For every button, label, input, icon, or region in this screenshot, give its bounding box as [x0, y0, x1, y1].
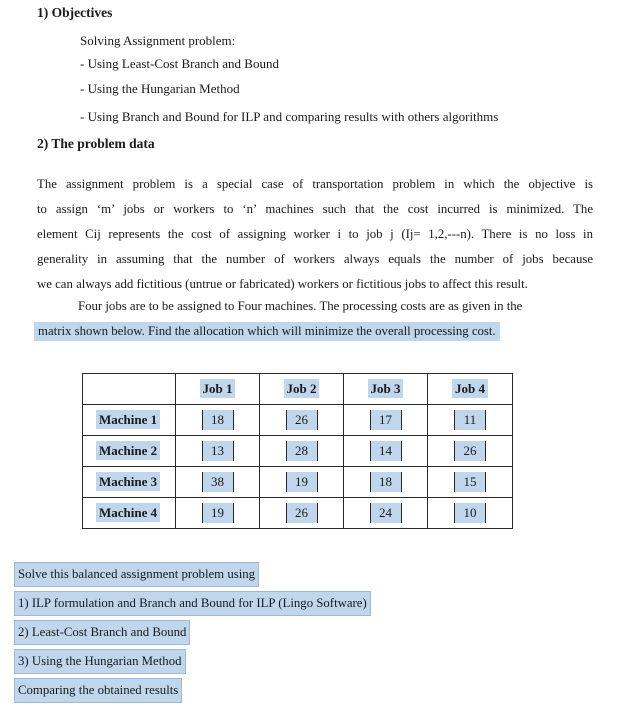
matrix-column-header: Job 1	[176, 374, 260, 405]
paragraph-line: we can always add fictitious (untrue or fabricated) workers or fictitious jobs to affect this result.	[37, 277, 528, 291]
objective-item: - Using Branch and Bound for ILP and comparing results with others algorithms	[80, 109, 499, 124]
cost-matrix	[82, 373, 513, 529]
task-item: 1) ILP formulation and Branch and Bound for ILP (Lingo Software)	[14, 591, 371, 616]
machine-label: Machine 2	[83, 436, 176, 467]
matrix-row	[83, 405, 513, 436]
matrix-header-row	[83, 374, 513, 405]
matrix-cell: 28	[260, 436, 344, 467]
matrix-column-header: Job 3	[344, 374, 428, 405]
matrix-cell: 26	[260, 405, 344, 436]
matrix-cell: 18	[344, 467, 428, 498]
matrix-cell: 19	[260, 467, 344, 498]
problem-heading: 2) The problem data	[37, 136, 155, 151]
paragraph2-line2: matrix shown below. Find the allocation which will minimize the overall processing cost.	[34, 322, 500, 341]
task-item: Solve this balanced assignment problem using	[14, 562, 259, 587]
machine-label: Machine 4	[83, 498, 176, 529]
matrix-cell: 24	[344, 498, 428, 529]
problem-paragraph	[37, 172, 593, 297]
task-item: Comparing the obtained results	[14, 678, 182, 703]
matrix-cell: 38	[176, 467, 260, 498]
paragraph-line: element Cij represents the cost of assigning worker i to job j (Ij= 1,2,---n). There is no loss in	[37, 227, 593, 241]
paragraph2-line1: Four jobs are to be assigned to Four machines. The processing costs are as given in the	[78, 299, 523, 313]
matrix-cell: 17	[344, 405, 428, 436]
objectives-intro: Solving Assignment problem:	[80, 33, 236, 48]
matrix-cell: 26	[260, 498, 344, 529]
matrix-cell: 14	[344, 436, 428, 467]
task-item: 3) Using the Hungarian Method	[14, 649, 186, 674]
matrix-cell: 10	[428, 498, 513, 529]
machine-label: Machine 3	[83, 467, 176, 498]
task-list	[14, 562, 371, 707]
objective-item: - Using the Hungarian Method	[80, 81, 240, 96]
objectives-heading: 1) Objectives	[37, 5, 113, 20]
matrix-cell: 26	[428, 436, 513, 467]
matrix-cell: 11	[428, 405, 513, 436]
matrix-row	[83, 436, 513, 467]
matrix-cell: 19	[176, 498, 260, 529]
paragraph-line: generality in assuming that the number of workers always equals the number of jobs because	[37, 252, 593, 266]
matrix-row	[83, 467, 513, 498]
task-item: 2) Least-Cost Branch and Bound	[14, 620, 190, 645]
paragraph-line: to assign ‘m’ jobs or workers to ‘n’ machines such that the cost incurred is minimized. The	[37, 202, 593, 216]
matrix-corner-cell	[83, 374, 176, 405]
machine-label: Machine 1	[83, 405, 176, 436]
matrix-column-header: Job 2	[260, 374, 344, 405]
paragraph-line: The assignment problem is a special case of transportation problem in which the objective is	[37, 177, 593, 191]
objective-item: - Using Least-Cost Branch and Bound	[80, 56, 279, 71]
matrix-column-header: Job 4	[428, 374, 513, 405]
matrix-row	[83, 498, 513, 529]
matrix-cell: 15	[428, 467, 513, 498]
matrix-cell: 13	[176, 436, 260, 467]
matrix-cell: 18	[176, 405, 260, 436]
